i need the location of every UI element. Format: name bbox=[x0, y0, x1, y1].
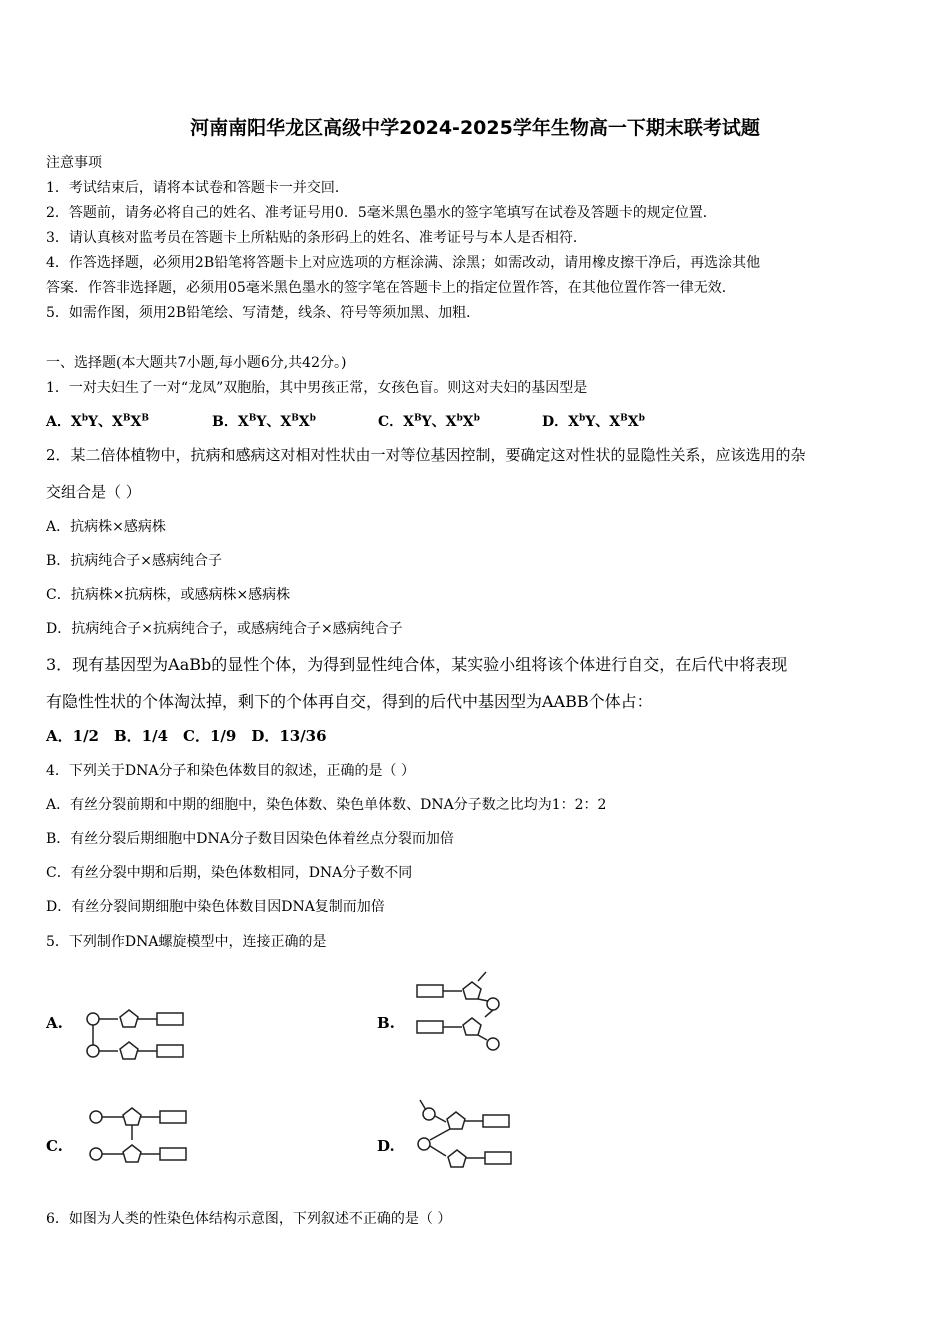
question-1-option-c: C．$X^BY$、$X^bX^b$ bbox=[378, 413, 480, 430]
question-2-option-c: C．抗病株×抗病株，或感病株×感病株 bbox=[46, 587, 291, 603]
question-5-stem: 5．下列制作DNA螺旋模型中，连接正确的是 bbox=[46, 934, 327, 950]
question-1-option-a: A．$X^bY$、$X^BX^B$ bbox=[46, 413, 149, 430]
page-title: 河南南阳华龙区高级中学2024-2025学年生物高一下期末联考试题 bbox=[190, 117, 760, 139]
dna-model-figure-a bbox=[80, 1000, 190, 1064]
section-heading: 一、选择题(本大题共7小题,每小题6分,共42分。) bbox=[46, 355, 347, 371]
question-2-option-d: D．抗病纯合子×抗病纯合子，或感病纯合子×感病纯合子 bbox=[46, 621, 403, 637]
question-4-option-d: D．有丝分裂间期细胞中染色体数目因DNA复制而加倍 bbox=[46, 899, 385, 915]
question-2-option-b: B．抗病纯合子×感病纯合子 bbox=[46, 553, 223, 569]
question-5-label-d: D. bbox=[377, 1137, 395, 1155]
question-1-stem: 1．一对夫妇生了一对“龙凤”双胞胎，其中男孩正常，女孩色盲。则这对夫妇的基因型是 bbox=[46, 380, 588, 396]
question-5-label-c: C. bbox=[46, 1137, 63, 1155]
question-3-stem-cont: 有隐性性状的个体淘汰掉，剩下的个体再自交，得到的后代中基因型为AABB个体占： bbox=[46, 692, 653, 711]
question-4-option-c: C．有丝分裂中期和后期，染色体数相同，DNA分子数不同 bbox=[46, 865, 413, 881]
dna-model-figure-b bbox=[414, 968, 510, 1056]
notice-heading: 注意事项 bbox=[46, 155, 102, 171]
question-6-stem: 6．如图为人类的性染色体结构示意图，下列叙述不正确的是（ ） bbox=[46, 1211, 452, 1227]
question-4-stem: 4．下列关于DNA分子和染色体数目的叙述，正确的是（ ） bbox=[46, 763, 415, 779]
notice-item: 3．请认真核对监考员在答题卡上所粘贴的条形码上的姓名、准考证号与本人是否相符． bbox=[46, 230, 587, 246]
notice-item: 4．作答选择题，必须用2B铅笔将答题卡上对应选项的方框涂满、涂黑；如需改动，请用橡皮擦干净后，再选涂其他 bbox=[46, 255, 761, 271]
question-4-option-b: B．有丝分裂后期细胞中DNA分子数目因染色体着丝点分裂而加倍 bbox=[46, 831, 454, 847]
question-2-stem-cont: 交组合是（ ） bbox=[46, 483, 141, 501]
notice-item: 2．答题前，请务必将自己的姓名、准考证号用0．5毫米黑色墨水的签字笔填写在试卷及答题卡的规定位置． bbox=[46, 205, 717, 221]
question-1-option-b: B．$X^BY$、$X^BX^b$ bbox=[212, 413, 316, 430]
notice-item: 1．考试结束后，请将本试卷和答题卡一并交回． bbox=[46, 180, 349, 196]
question-5-label-b: B. bbox=[377, 1014, 395, 1032]
question-3-stem: 3．现有基因型为AaBb的显性个体，为得到显性纯合体，某实验小组将该个体进行自交，在后代中将表现 bbox=[46, 655, 788, 674]
notice-item: 答案．作答非选择题，必须用05毫米黑色墨水的签字笔在答题卡上的指定位置作答，在其他位置作答一律无效． bbox=[46, 280, 736, 296]
dna-model-figure-d bbox=[408, 1094, 518, 1176]
question-2-option-a: A．抗病株×感病株 bbox=[46, 519, 166, 535]
question-4-option-a: A．有丝分裂前期和中期的细胞中，染色体数、染色单体数、DNA分子数之比均为1：2：2 bbox=[46, 797, 607, 813]
question-1-option-d: D．$X^bY$、$X^BX^b$ bbox=[542, 413, 645, 430]
question-3-options: A．1/2 B．1/4 C．1/9 D．13/36 bbox=[46, 727, 327, 745]
question-2-stem: 2．某二倍体植物中，抗病和感病这对相对性状由一对等位基因控制，要确定这对性状的显隐性关系，应该选用的杂 bbox=[46, 446, 806, 464]
notice-item: 5．如需作图，须用2B铅笔绘、写清楚，线条、符号等须加黑、加粗． bbox=[46, 305, 481, 321]
question-5-label-a: A. bbox=[46, 1014, 63, 1032]
dna-model-figure-c bbox=[80, 1100, 192, 1170]
